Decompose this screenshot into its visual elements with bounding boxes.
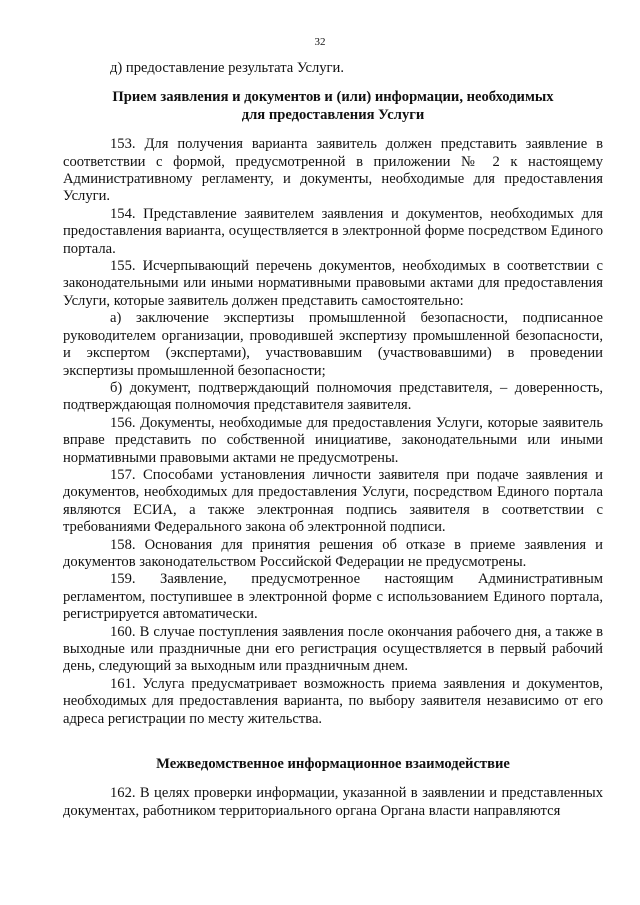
paragraph-159: 159. Заявление, предусмотренное настоящим Административным регламентом, поступившее в электронной форме с использованием Единого портала, регистрируется автоматически. xyxy=(63,571,603,623)
paragraph-155: 155. Исчерпывающий перечень документов, необходимых в соответствии с законодательными или иными нормативными правовыми актами для предоставления Услуги, которые заявитель должен представить самостоятельно: xyxy=(63,258,603,309)
paragraph-155-item-a: а) заключение экспертизы промышленной безопасности, подписанное руководителем организации, проводившей экспертизу промышленной безопасности, и экспертом (экспертами), участвовавшим (участвовавшими) в проведении экспертизы промышленной безопасности; xyxy=(63,310,603,379)
intro-item: д) предоставление результата Услуги. xyxy=(110,60,344,76)
document-body xyxy=(63,60,603,820)
paragraph-154: 154. Представление заявителем заявления и документов, необходимых для предоставления варианта, осуществляется в электронной форме посредством Единого портала. xyxy=(63,205,603,257)
paragraph-157: 157. Способами установления личности заявителя при подаче заявления и документов, необходимых для предоставления Услуги, посредством Единого портала являются ЕСИА, а также электронная подпись заявителя в соответствии с требованиями Федерального закона об электронной подписи. xyxy=(63,466,603,536)
paragraph-161: 161. Услуга предусматривает возможность приема заявления и документов, необходимых для предоставления варианта, по выбору заявителя независимо от его адреса регистрации по месту жительства. xyxy=(63,675,603,727)
paragraph-158: 158. Основания для принятия решения об отказе в приеме заявления и документов законодательством Российской Федерации не предусмотрены. xyxy=(63,536,603,570)
paragraph-160: 160. В случае поступления заявления после окончания рабочего дня, а также в выходные или праздничные дни его регистрация осуществляется в первый рабочий день, следующий за выходным или праздничным днем. xyxy=(63,623,603,675)
section-heading-line-1: Прием заявления и документов и (или) информации, необходимых xyxy=(112,89,554,106)
section-heading-reception xyxy=(63,89,603,124)
paragraph-162: 162. В целях проверки информации, указанной в заявлении и представленных документах, работником территориального органа Органа власти направляются xyxy=(63,785,603,819)
paragraph-153: 153. Для получения варианта заявитель должен представить заявление в соответствии с формой, предусмотренной в приложении № 2 к настоящему Административному регламенту, и документы, необходимые для предоставления Услуги. xyxy=(63,136,603,205)
section-heading-interagency: Межведомственное информационное взаимодействие xyxy=(156,756,510,773)
paragraph-156: 156. Документы, необходимые для предоставления Услуги, которые заявитель вправе представить по собственной инициативе, законодательными или иными нормативными правовыми актами не предусмотрены. xyxy=(63,414,603,466)
paragraph-155-item-b: б) документ, подтверждающий полномочия представителя, – доверенность, подтверждающая полномочия представителя заявителя. xyxy=(63,379,603,414)
page-number: 32 xyxy=(314,36,326,48)
section-heading-line-2: для предоставления Услуги xyxy=(241,106,425,123)
